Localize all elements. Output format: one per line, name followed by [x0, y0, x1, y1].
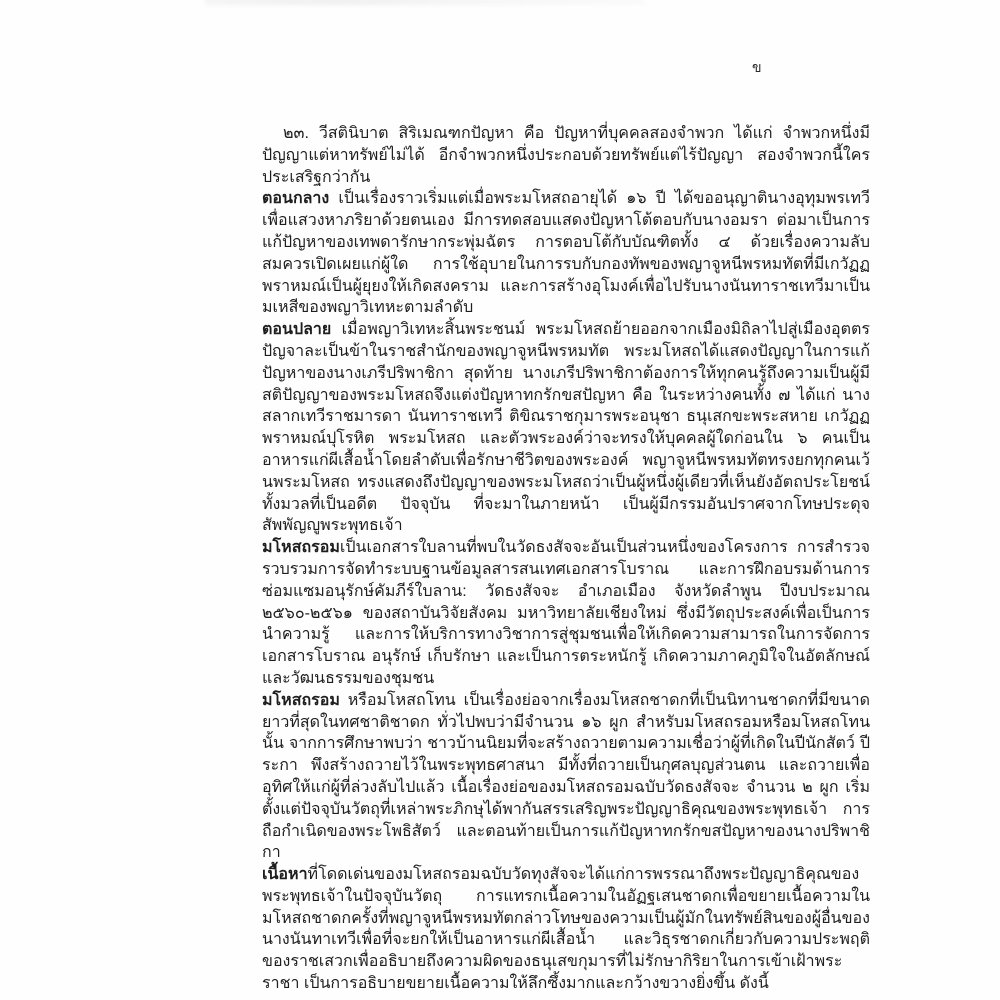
paragraph-body: เมื่อพญาวิเทหะสิ้นพระชนม์ พระมโหสถย้ายออกจากเมืองมิถิลาไปสู่เมืองอุตตรปัญจาละเป็นข้าในราชสำนักของพญาจูหนีพรหมทัต พระมโหสถได้แสดงปัญญาในการแก้ปัญหาของนางเภรีปริพาชิกา สุดท้าย นางเภรีปริพาชิกาต้องการให้ทุกคนรู้ถึงความเป็นผู้มีสติปัญญาของพระมโหสถจึงแต่งปัญหาทกรักขสปัญหา คือ ในระหว่างคนทั้ง ๗ ได้แก่ นางสลากเทวีราชมารดา นันทาราชเทวี ติขิณราชกุมารพระอนุชา ธนุเสกขะพระสหาย เกวัฏฏพราหมณ์ปุโรหิต พระมโหสถ และตัวพระองค์ว่าจะทรงให้บุคคลผู้ใดก่อนใน ๖ คนเป็นอาหารแก่ผีเสื้อน้ำโดยลำดับเพื่อรักษาชีวิตของพระองค์ พญาจูหนีพรหมทัตทรงยกทุกคนเว้นพระมโหสถ ทรงแสดงถึงปัญญาของพระมโหสถว่าเป็นผู้หนึ่งผู้เดียวที่เห็นยังอัตถประโยชน์ทั้งมวลที่เป็นอดีต ปัจจุบัน ที่จะมาในภายหน้า เป็นผู้มีกรรมอันปราศจากโทษประดุจสัพพัญญูพระพุทธเจ้า: [262, 321, 870, 535]
paragraph: [262, 123, 870, 188]
paragraph: [262, 188, 870, 319]
paragraph: [262, 537, 870, 690]
paragraph: [262, 319, 870, 537]
paragraph-lead-bold: มโหสถรอม: [262, 539, 340, 557]
paragraph-body: เป็นเอกสารใบลานที่พบในวัดธงสัจจะอันเป็นส่วนหนึ่งของโครงการ การสำรวจ รวบรวมการจัดทำระบบฐานข้อมูลสารสนเทศเอกสารโบราณ และการฝึกอบรมด้านการซ่อมแซมอนุรักษ์คัมภีร์ใบลาน: วัดธงสัจจะ อำเภอเมือง จังหวัดลำพูน ปีงบประมาณ ๒๕๖๐-๒๕๖๑ ของสถาบันวิจัยสังคม มหาวิทยาลัยเชียงใหม่ ซึ่งมีวัตถุประสงค์เพื่อเป็นการนำความรู้ และการให้บริการทางวิชาการสู่ชุมชนเพื่อให้เกิดความสามารถในการจัดการเอกสารโบราณ อนุรักษ์ เก็บรักษา และเป็นการตระหนักรู้ เกิดความภาคภูมิใจในอัตลักษณ์และวัฒนธรรมของชุมชน: [262, 539, 870, 687]
paragraph-body: เป็นเรื่องราวเริ่มแต่เมื่อพระมโหสถอายุได้ ๑๖ ปี ได้ขออนุญาตินางอุทุมพรเทวีเพื่อแสวงหาภริยาด้วยตนเอง มีการทดสอบแสดงปัญหาโต้ตอบกับนางอมรา ต่อมาเป็นการแก้ปัญหาของเทพดารักษากระพุ่มฉัตร การตอบโต้กับบัณฑิตทั้ง ๔ ด้วยเรื่องความลับสมควรเปิดเผยแก่ผู้ใด การใช้อุบายในการรบกับกองทัพของพญาจูหนีพรหมทัตที่มีเกวัฏฏพราหมณ์เป็นผู้ยุยงให้เกิดสงคราม และการสร้างอุโมงค์เพื่อไปรับนางนันทาราชเทวีมาเป็นมเหสีของพญาวิเทหะตามลำดับ: [262, 190, 870, 317]
paragraph-lead-bold: มโหสถรอม: [262, 691, 340, 709]
scan-artifact: [205, 0, 645, 5]
paragraph: [262, 864, 870, 995]
page-number: ข: [752, 59, 762, 75]
paragraph-body: ๒๓. วีสตินิบาต สิริเมณฑกปัญหา คือ ปัญหาที่บุคคลสองจำพวก ได้แก่ จำพวกหนึ่งมีปัญญาแต่หาทรัพย์ไม่ได้ อีกจำพวกหนึ่งประกอบด้วยทรัพย์แต่ไร้ปัญญา สองจำพวกนี้ใครประเสริฐกว่ากัน: [262, 125, 870, 186]
body-text: [262, 123, 870, 995]
paragraph-lead-bold: เนื้อหา: [262, 866, 308, 884]
paragraph-body: ที่โดดเด่นของมโหสถรอมฉบับวัดทุงสัจจะได้แก่การพรรณาถึงพระปัญญาธิคุณของพระพุทธเจ้าในปัจจุบันวัตถุ การแทรกเนื้อความในอัฏฐเสนชาดกเพื่อขยายเนื้อความในมโหสถชาดกครั้งที่พญาจูหนีพรหมทัตกล่าวโทษของความเป็นผู้มักในทรัพย์สินของผู้อื่นของนางนันทาเทวีเพื่อที่จะยกให้เป็นอาหารแก่ผีเสื้อน้ำ และวิธุรชาดกเกี่ยวกับความประพฤติของราชเสวกเพื่ออธิบายถึงความผิดของธนุเสขกุมารที่ไม่รักษากิริยาในการเข้าเฝ้าพระราชา เป็นการอธิบายขยายเนื้อความให้ลึกซึ้งมากและกว้างขวางยิ่งขึ้น ดังนี้: [262, 866, 870, 993]
paragraph-lead-bold: ตอนกลาง: [262, 190, 330, 208]
paragraph: [262, 690, 870, 864]
paragraph-body: หรือมโหสถโทน เป็นเรื่องย่อจากเรื่องมโหสถชาดกที่เป็นนิทานชาดกที่มีขนาดยาวที่สุดในทศชาติชาดก ทั่วไปพบว่ามีจำนวน ๑๖ ผูก สำหรับมโหสถรอมหรือมโหสถโทนนั้น จากการศึกษาพบว่า ชาวบ้านนิยมที่จะสร้างถวายตามความเชื่อว่าผู้ที่เกิดในปีนักสัตว์ ปีระกา พึงสร้างถวายไว้ในพระพุทธศาสนา มีทั้งที่ถวายเป็นกุศลบุญส่วนตน และถวายเพื่ออุทิศให้แก่ผู้ที่ล่วงลับไปแล้ว เนื้อเรื่องย่อของมโหสถรอมฉบับวัดธงสัจจะ จำนวน ๒ ผูก เริ่มตั้งแต่ปัจจุบันวัตถุที่เหล่าพระภิกษุได้พากันสรรเสริญพระปัญญาธิคุณของพระพุทธเจ้า การถือกำเนิดของพระโพธิสัตว์ และตอนท้ายเป็นการแก้ปัญหาทกรักขสปัญหาของนางปริพาชิกา: [262, 691, 870, 862]
paragraph-lead-bold: ตอนปลาย: [262, 321, 332, 339]
